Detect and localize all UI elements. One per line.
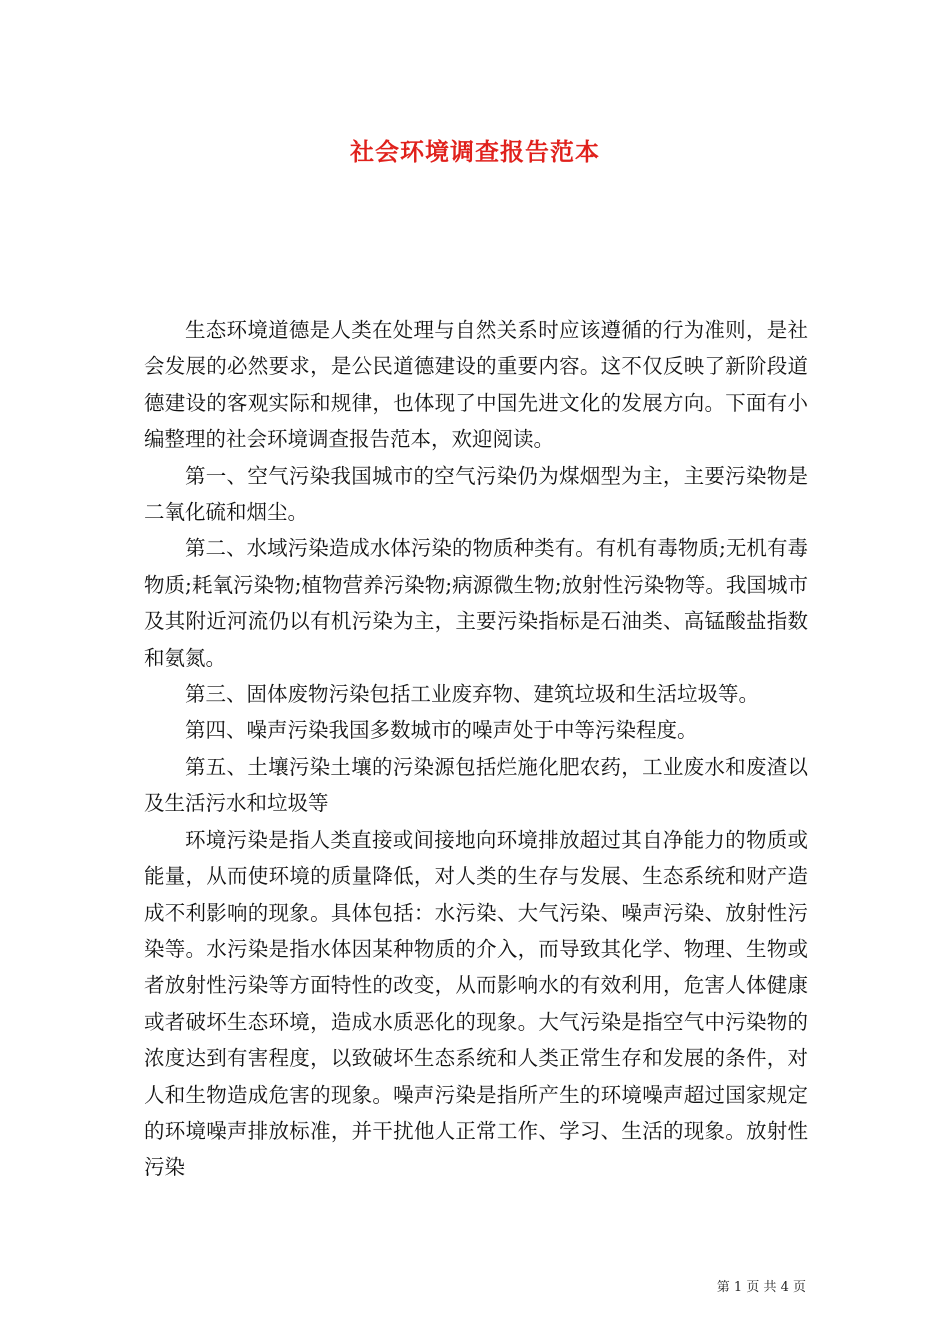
- page-number: 第 1 页 共 4 页: [716, 1280, 806, 1295]
- paragraph-intro: 生态环境道德是人类在处理与自然关系时应该遵循的行为准则，是社会发展的必然要求，是公民道德建设的重要内容。这不仅反映了新阶段道德建设的客观实际和规律，也体现了中国先进文化的发展方向。下面有小编整理的社会环境调查报告范本，欢迎阅读。: [144, 318, 808, 452]
- paragraph-air-pollution: 第一、空气污染我国城市的空气污染仍为煤烟型为主，主要污染物是二氧化硫和烟尘。: [144, 463, 808, 525]
- document-body: [144, 312, 808, 1186]
- paragraph-water-pollution: 第二、水域污染造成水体污染的物质种类有。有机有毒物质;无机有毒物质;耗氧污染物;植物营养污染物;病源微生物;放射性污染物等。我国城市及其附近河流仍以有机污染为主，主要污染指标是石油类、高锰酸盐指数和氨氮。: [144, 536, 808, 670]
- paragraph-environment-pollution: 环境污染是指人类直接或间接地向环境排放超过其自净能力的物质或能量，从而使环境的质量降低，对人类的生存与发展、生态系统和财产造成不利影响的现象。具体包括：水污染、大气污染、噪声污染、放射性污染等。水污染是指水体因某种物质的介入，而导致其化学、物理、生物或者放射性污染等方面特性的改变，从而影响水的有效利用，危害人体健康或者破坏生态环境，造成水质恶化的现象。大气污染是指空气中污染物的浓度达到有害程度，以致破坏生态系统和人类正常生存和发展的条件，对人和生物造成危害的现象。噪声污染是指所产生的环境噪声超过国家规定的环境噪声排放标准，并干扰他人正常工作、学习、生活的现象。放射性污染: [144, 827, 808, 1180]
- paragraph-soil-pollution: 第五、土壤污染土壤的污染源包括烂施化肥农药，工业废水和废渣以及生活污水和垃圾等: [144, 754, 808, 816]
- paragraph-solid-waste: 第三、固体废物污染包括工业废弃物、建筑垃圾和生活垃圾等。: [185, 682, 759, 707]
- paragraph-noise-pollution: 第四、噪声污染我国多数城市的噪声处于中等污染程度。: [185, 718, 698, 743]
- page-title: 社会环境调查报告范本: [350, 137, 600, 166]
